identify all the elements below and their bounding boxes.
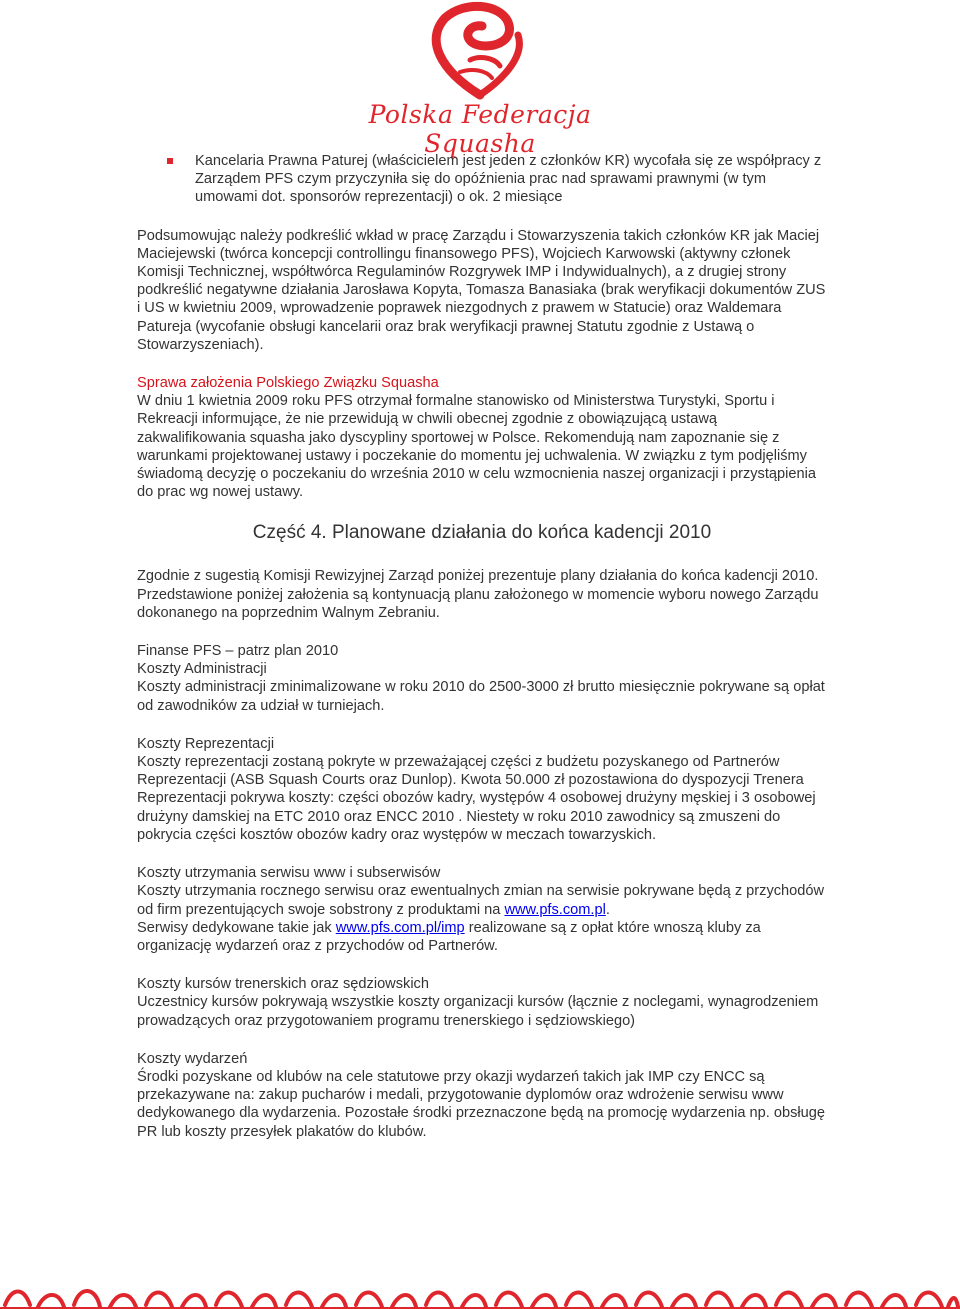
document-body (137, 152, 827, 1141)
www-text-3: Serwisy dedykowane takie jak (137, 919, 336, 936)
footer-squash-pattern (0, 1267, 960, 1309)
www-paragraph-1 (137, 882, 827, 918)
pfs-imp-link[interactable]: www.pfs.com.pl/imp (335, 919, 465, 936)
www-heading: Koszty utrzymania serwisu www i subserwisów (137, 865, 441, 882)
pfs-website-link[interactable]: www.pfs.com.pl (504, 901, 606, 918)
logo-wordmark: Polska Federacja Squasha (368, 100, 592, 158)
events-paragraph: Środki pozyskane od klubów na cele statutowe przy okazji wydarzeń takich jak IMP czy ENCC są przekazywane na: zakup pucharów i medali, przygotowanie dyplomów oraz wdrożenie serwisu www dedykowanego dla wydarzenia. Pozostałe środki przeznaczone będą na promocję wydarzenia np. obsługę PR lub koszty przesyłek plakatów do klubów. (137, 1068, 825, 1140)
representation-heading: Koszty Reprezentacji (137, 735, 275, 752)
finance-heading: Finanse PFS – patrz plan 2010 (137, 643, 339, 660)
list-item (137, 152, 827, 207)
admin-heading: Koszty Administracji (137, 661, 267, 678)
www-paragraph-2 (137, 919, 827, 955)
courses-heading: Koszty kursów trenerskich oraz sędziowskich (137, 976, 429, 993)
intro-paragraph: Zgodnie z sugestią Komisji Rewizyjnej Zarząd poniżej prezentuje plany działania do końca kadencji 2010. Przedstawione poniżej założenia są kontynuacją planu założonego w momencie wyboru nowego Zarządu dokonanego na poprzednim Walnym Zebraniu. (137, 568, 819, 621)
representation-paragraph: Koszty reprezentacji zostaną pokryte w przeważającej części z budżetu pozyskanego od Partnerów Reprezentacji (ASB Squash Courts oraz Dunlop). Kwota 50.000 zł pozostawiona do dyspozycji Trenera Reprezentacji pokrywa koszty: części obozów kadry, występów 4 osobowej drużyny męskiej i 3 osobowej drużyny damskiej na ETC 2010 oraz ENCC 2010 . Niestety w roku 2010 zawodnicy są zmuszeni do pokrycia części kosztów obozów kadry oraz występów w meczach towarzyskich. (137, 754, 816, 843)
square-bullet-icon (167, 158, 173, 164)
part-heading: Część 4. Planowane działania do końca kadencji 2010 (252, 522, 712, 544)
union-paragraph: W dniu 1 kwietnia 2009 roku PFS otrzymał formalne stanowisko od Ministerstwa Turystyki, Sportu i Rekreacji informujące, że nie przewidują w chwili obecnej zgodnie z obowiązującą ustawą zakwalifikowania squasha jako dyscypliny sportowej w Polsce. Rekomendują nam zapoznanie się z warunkami projektowanej ustawy i poczekanie do momentu jej uchwalenia. W związku z tym podjęliśmy świadomą decyzję o poczekaniu do września 2010 w celu wzmocnienia naszej organizacji i przystąpienia do prac wg nowej ustawy. (137, 393, 816, 501)
events-heading: Koszty wydarzeń (137, 1050, 248, 1067)
www-text-4: realizowane są z opłat które wnoszą kluby za organizację wydarzeń oraz z przychodów od Partnerów. (137, 919, 761, 954)
union-section-title: Sprawa założenia Polskiego Związku Squasha (137, 375, 439, 392)
federation-logo (330, 0, 630, 158)
bullet-text: Kancelaria Prawna Paturej (właścicielem jest jeden z członków KR) wycofała się ze współpracy z Zarządem PFS czym przyczyniła się do opóźnienia prac nad sprawami prawnymi (w tym umowami dot. sponsorów reprezentacji) o ok. 2 miesiące (195, 153, 822, 206)
courses-paragraph: Uczestnicy kursów pokrywają wszystkie koszty organizacji kursów (łącznie z noclegami, wynagrodzeniem prowadzących oraz przygotowaniem programu trenerskiego i sędziowskiego) (137, 994, 819, 1029)
www-text-1: Koszty utrzymania rocznego serwisu oraz ewentualnych zmian na serwisie pokrywane będą z przychodów od firm prezentujących swoje sobstrony z produktami na (137, 883, 825, 918)
summary-paragraph: Podsumowując należy podkreślić wkład w pracę Zarządu i Stowarzyszenia takich członków KR jak Maciej Maciejewski (twórca koncepcji controllingu finansowego PFS), Wojciech Karwowski (aktywny członek Komisji Technicznej, współtwórca Regulaminów Rozgrywek IMP i Indywidualnych), a z drugiej strony podkreślić negatywne działania Jarosława Kopyta, Tomasza Banasiaka (brak weryfikacji dokumentów ZUS i US w kwietniu 2009, wprowadzenie poprawek niezgodnych z prawem w Statucie) oraz Waldemara Patureja (wycofanie obsługi kancelarii oraz brak weryfikacji prawnej Statutu zgodnie z Ustawą o Stowarzyszeniach). (137, 227, 826, 353)
admin-paragraph: Koszty administracji zminimalizowane w roku 2010 do 2500-3000 zł brutto miesięcznie pokrywane są opłat od zawodników za udział w turniejach. (137, 679, 825, 714)
www-text-2: . (605, 901, 610, 918)
squash-ribbon-emblem (330, 0, 630, 100)
